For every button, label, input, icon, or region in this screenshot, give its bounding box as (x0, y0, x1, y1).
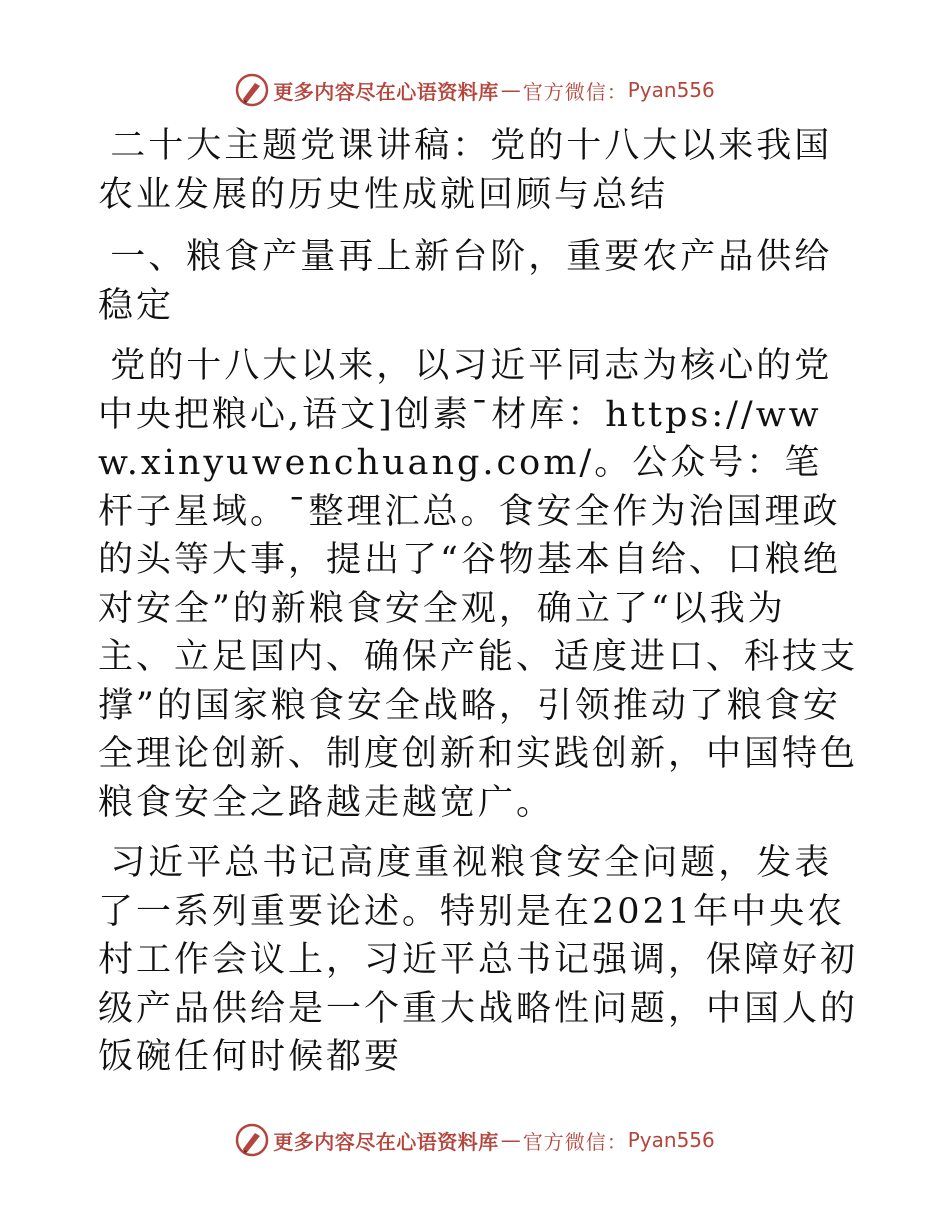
document-title: 二十大主题党课讲稿：党的十八大以来我国农业发展的历史性成就回顾与总结 (98, 126, 833, 215)
pen-logo-icon (235, 73, 269, 107)
footer-banner (0, 1120, 950, 1160)
header-dash: — (500, 78, 521, 102)
footer-wechat-id: Pyan556 (627, 1128, 715, 1152)
header-official-label: 官方微信： (522, 79, 628, 104)
paragraph-2: 习近平总书记高度重视粮食安全问题，发表了一系列重要论述。特别是在2021年中央农村工作会议上，习近平总书记强调，保障好初级产品供给是一个重大战略性问题，中国人的饭碗任何时候都要 (98, 843, 859, 1077)
footer-dash: — (500, 1128, 521, 1152)
section-heading: 一、粮食产量再上新台阶，重要农产品供给稳定 (98, 237, 833, 326)
pen-logo-icon (235, 1123, 269, 1157)
header-banner (0, 70, 950, 110)
header-wechat-id: Pyan556 (627, 78, 715, 102)
document-body (98, 122, 858, 1082)
footer-official-label: 官方微信： (522, 1129, 628, 1154)
footer-slogan: 更多内容尽在心语资料库 (273, 1129, 499, 1154)
header-slogan: 更多内容尽在心语资料库 (273, 79, 499, 104)
paragraph-1: 党的十八大以来，以习近平同志为核心的党中央把粮心,语文]创素¯材库：https://www.xinyuwenchuang.com/。公众号：笔杆子星域。¯整理汇总。食安全作为治国理政的头等大事，提出了“谷物基本自给、口粮绝对安全”的新粮食安全观，确立了“以我为主、立足国内、确保产能、适度进口、科技支撑”的国家粮食安全战略，引领推动了粮食安全理论创新、制度创新和实践创新，中国特色粮食安全之路越走越宽广。 (98, 346, 859, 823)
